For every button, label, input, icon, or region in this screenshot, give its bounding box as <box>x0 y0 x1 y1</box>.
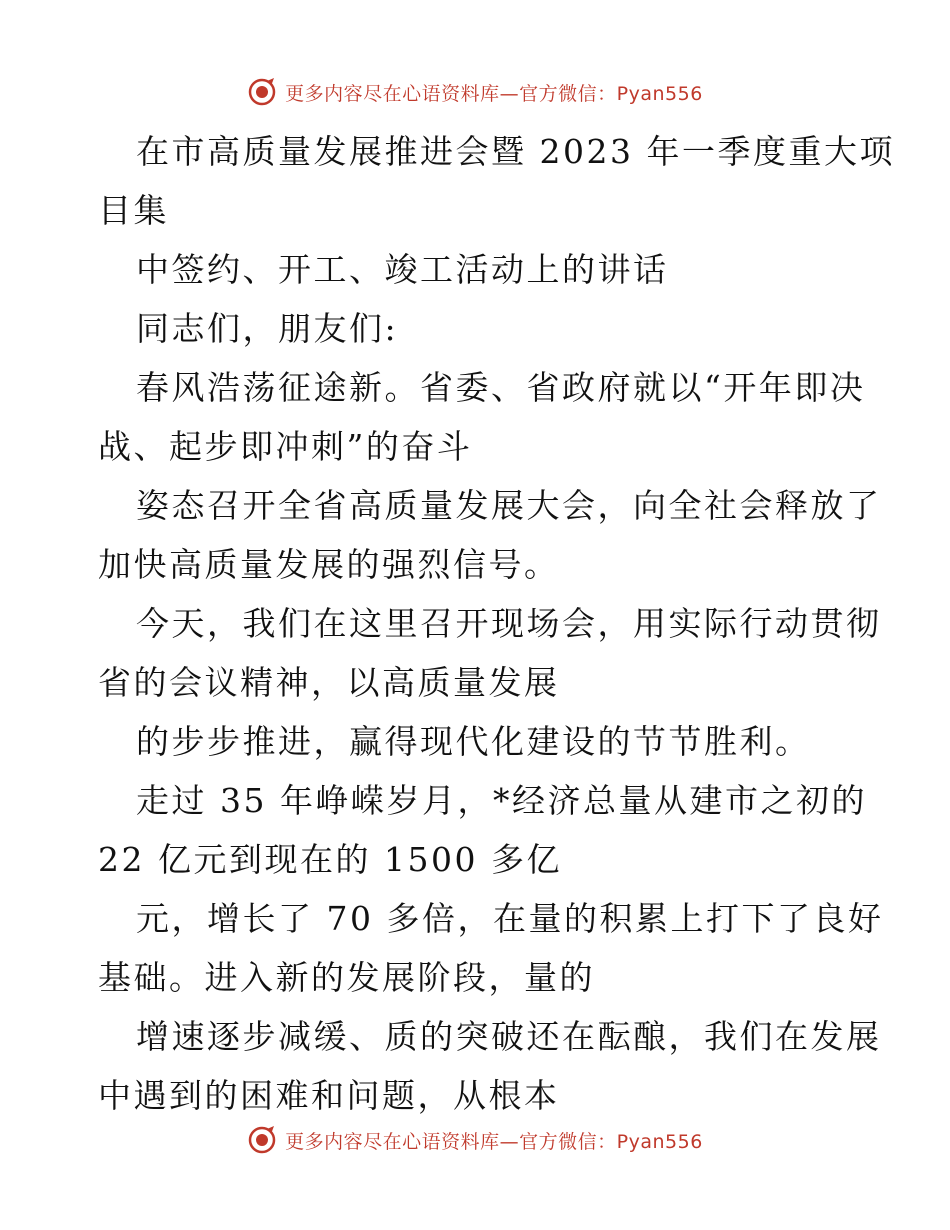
text-line: 走过 35 年峥嵘岁月，*经济总量从建市之初的 <box>136 781 867 820</box>
text-line: 22 亿元到现在的 1500 多亿 <box>98 840 562 879</box>
text-line: 今天，我们在这里召开现场会，用实际行动贯彻 <box>136 604 882 643</box>
footer-banner-text: 更多内容尽在心语资料库—官方微信：Pyan556 <box>285 1130 703 1153</box>
text-line: 目集 <box>98 191 169 230</box>
text-line: 姿态召开全省高质量发展大会，向全社会释放了 <box>136 486 882 525</box>
text-line: 中遇到的困难和问题，从根本 <box>98 1076 560 1115</box>
text-line: 同志们，朋友们: <box>136 309 399 348</box>
text-line: 基础。进入新的发展阶段，量的 <box>98 958 595 997</box>
text-line: 战、起步即冲刺”的奋斗 <box>98 427 473 466</box>
logo-icon <box>247 1125 277 1155</box>
text-line: 中签约、开工、竣工活动上的讲话 <box>136 250 669 289</box>
footer-banner <box>0 1120 950 1160</box>
text-line: 的步步推进，赢得现代化建设的节节胜利。 <box>136 722 811 761</box>
document-body <box>98 122 895 1125</box>
header-banner <box>0 72 950 112</box>
text-line: 加快高质量发展的强烈信号。 <box>98 545 560 584</box>
text-line: 在市高质量发展推进会暨 2023 年一季度重大项 <box>136 132 895 171</box>
text-line: 省的会议精神，以高质量发展 <box>98 663 560 702</box>
logo-icon <box>247 77 277 107</box>
text-line: 春风浩荡征途新。省委、省政府就以“开年即决 <box>136 368 866 407</box>
text-line: 元，增长了 70 多倍，在量的积累上打下了良好 <box>136 899 884 938</box>
text-line: 增速逐步减缓、质的突破还在酝酿，我们在发展 <box>136 1017 882 1056</box>
header-banner-text: 更多内容尽在心语资料库—官方微信：Pyan556 <box>285 82 703 105</box>
